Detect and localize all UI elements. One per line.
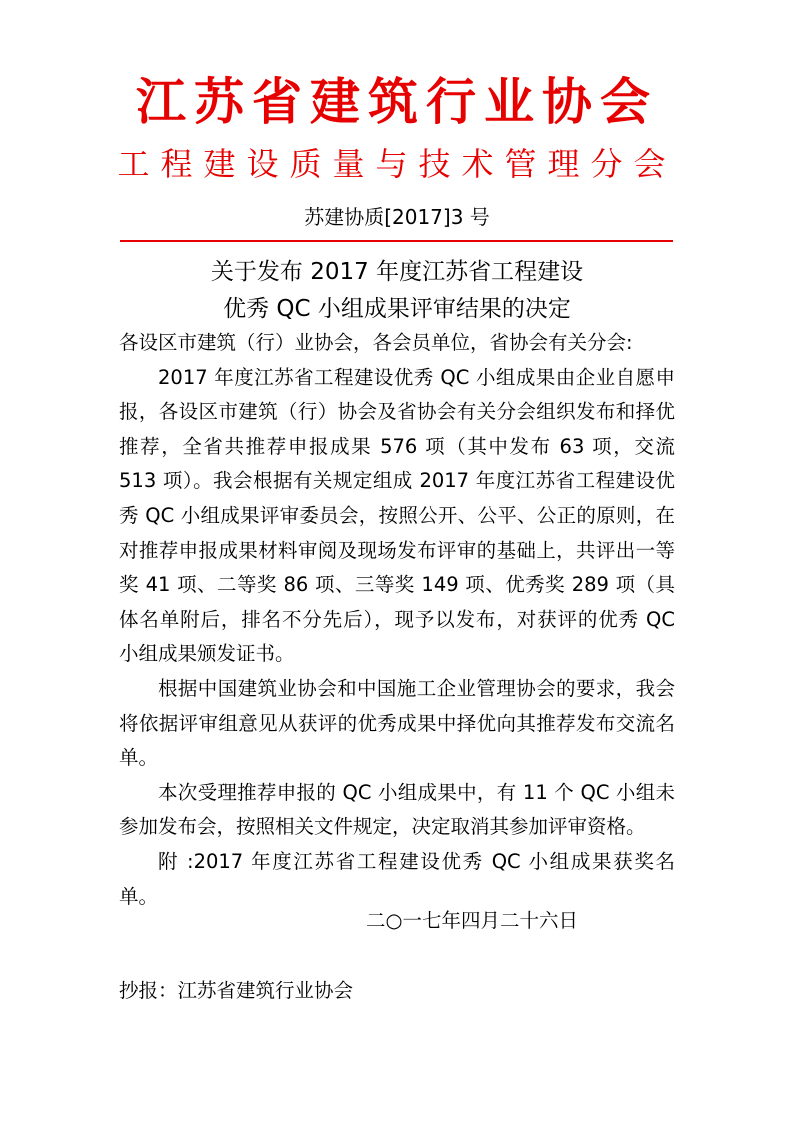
document-number: 苏建协质[2017]3 号 [304, 205, 490, 229]
body-paragraph-3: 本次受理推荐申报的 QC 小组成果中，有 11 个 QC 小组未参加发布会，按照相关文件规定，决定取消其参加评审资格。 [119, 780, 675, 839]
header-divider [120, 240, 673, 242]
attachment-note: 附 :2017 年度江苏省工程建设优秀 QC 小组成果获奖名单。 [119, 849, 675, 908]
document-title-line-2: 优秀 QC 小组成果评审结果的决定 [223, 296, 571, 322]
document-body [119, 326, 675, 914]
salutation: 各设区市建筑（行）业协会，各会员单位，省协会有关分会: [119, 331, 633, 354]
document-title-line-1: 关于发布 2017 年度江苏省工程建设 [210, 259, 584, 285]
org-name-heading: 江苏省建筑行业协会 [136, 72, 658, 131]
body-paragraph-1: 2017 年度江苏省工程建设优秀 QC 小组成果由企业自愿申报，各设区市建筑（行）协会及省协会有关分会组织发布和择优推荐，全省共推荐申报成果 576 项（其中发布 63 项，交流 513 项）。我会根据有关规定组成 2017 年度江苏省工程建设优秀 QC 小组成果评审委员会，按照公开、公平、公正的原则，在对推荐申报成果材料审阅及现场发布评审的基础上，共评出一等奖 41 项、二等奖 86 项、三等奖 149 项、优秀奖 289 项（具体名单附后，排名不分先后），现予以发布，对获评的优秀 QC 小组成果颁发证书。 [119, 365, 675, 666]
cc-line: 抄报：江苏省建筑行业协会 [119, 979, 354, 1002]
issue-date: 二○一七年四月二十六日 [366, 909, 579, 932]
branch-name-heading: 工程建设质量与技术管理分会 [117, 145, 677, 183]
body-paragraph-2: 根据中国建筑业协会和中国施工企业管理协会的要求，我会将依据评审组意见从获评的优秀成果中择优向其推荐发布交流名单。 [119, 676, 675, 770]
